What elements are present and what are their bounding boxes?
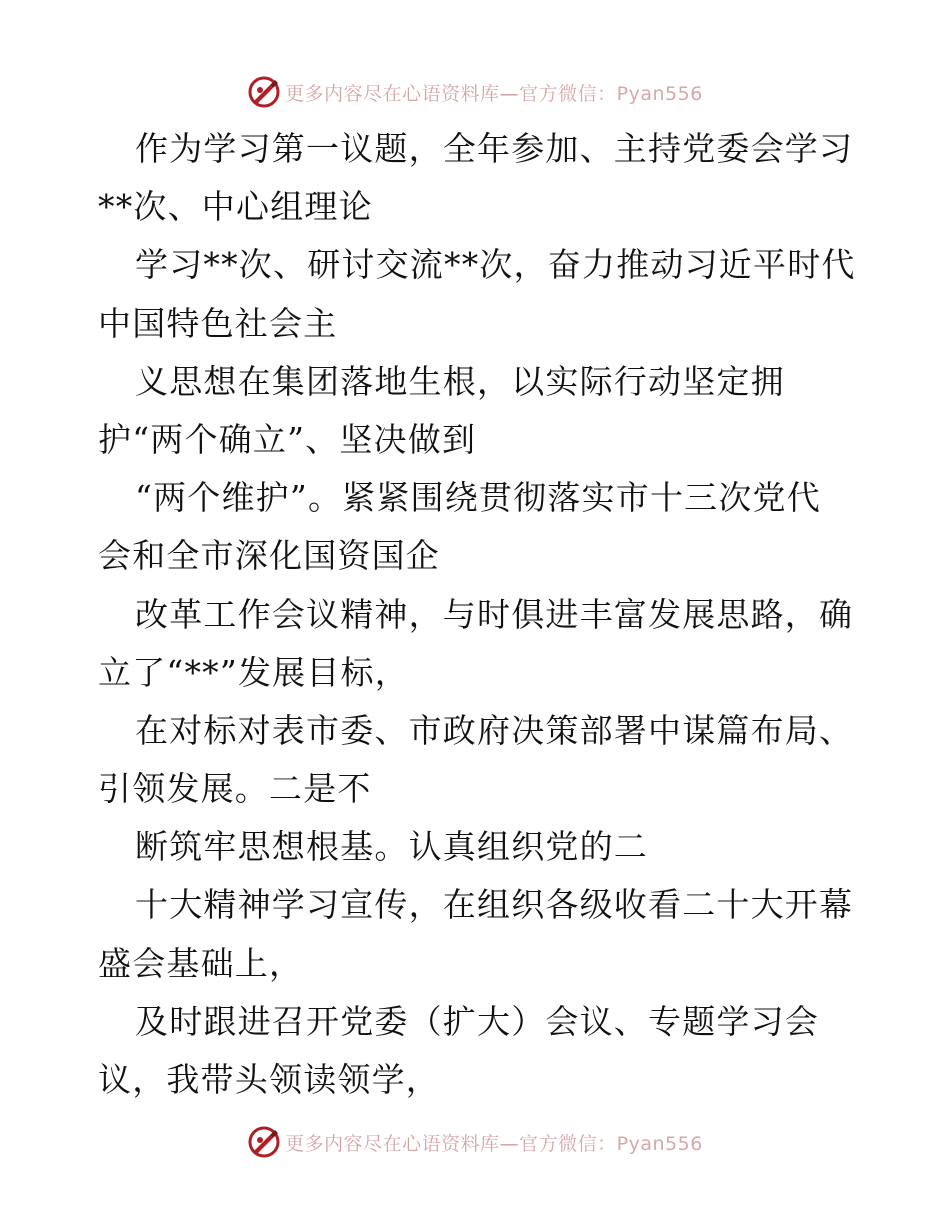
text-line: 在对标对表市委、市政府决策部署中谋篇布局、 — [135, 710, 854, 750]
logo-icon — [247, 75, 281, 109]
footer-watermark — [0, 1122, 950, 1162]
text-line: 学习**次、研讨交流**次，奋力推动习近平时代 — [135, 245, 856, 285]
watermark-site: 更多内容尽在心语资料库 — [285, 82, 500, 105]
text-line: 议，我带头领读领学， — [98, 1060, 440, 1099]
text-line: 立了“**”发展目标， — [98, 652, 409, 692]
text-line: 义思想在集团落地生根，以实际行动坚定拥 — [135, 361, 785, 401]
text-line: “两个维护”。紧紧围绕贯彻落实市十三次党代 — [135, 478, 821, 518]
watermark-group — [247, 75, 703, 109]
watermark-site: 更多内容尽在心语资料库 — [285, 1132, 500, 1155]
watermark-official: 官方微信：Pyan556 — [519, 82, 703, 105]
watermark-group — [247, 1125, 703, 1159]
document-body — [98, 120, 858, 1109]
text-line: 中国特色社会主 — [98, 303, 338, 343]
watermark-separator: — — [499, 82, 520, 105]
watermark-official: 官方微信：Pyan556 — [519, 1132, 703, 1155]
text-line: 盛会基础上， — [98, 943, 304, 983]
text-line: **次、中心组理论 — [98, 187, 373, 227]
text-line: 护“两个确立”、坚决做到 — [98, 419, 477, 459]
header-watermark — [0, 72, 950, 112]
text-line: 断筑牢思想根基。认真组织党的二 — [135, 827, 648, 867]
text-line: 会和全市深化国资国企 — [98, 536, 440, 576]
watermark-text — [285, 1129, 703, 1156]
watermark-text — [285, 79, 703, 106]
text-line: 作为学习第一议题，全年参加、主持党委会学习 — [135, 129, 854, 168]
text-line: 及时跟进召开党委（扩大）会议、专题学习会 — [135, 1001, 819, 1041]
watermark-separator: — — [499, 1132, 520, 1155]
text-line: 引领发展。二是不 — [98, 769, 372, 809]
text-line: 改革工作会议精神，与时俱进丰富发展思路，确 — [135, 594, 854, 634]
logo-icon — [247, 1125, 281, 1159]
text-line: 十大精神学习宣传，在组织各级收看二十大开幕 — [135, 885, 854, 925]
